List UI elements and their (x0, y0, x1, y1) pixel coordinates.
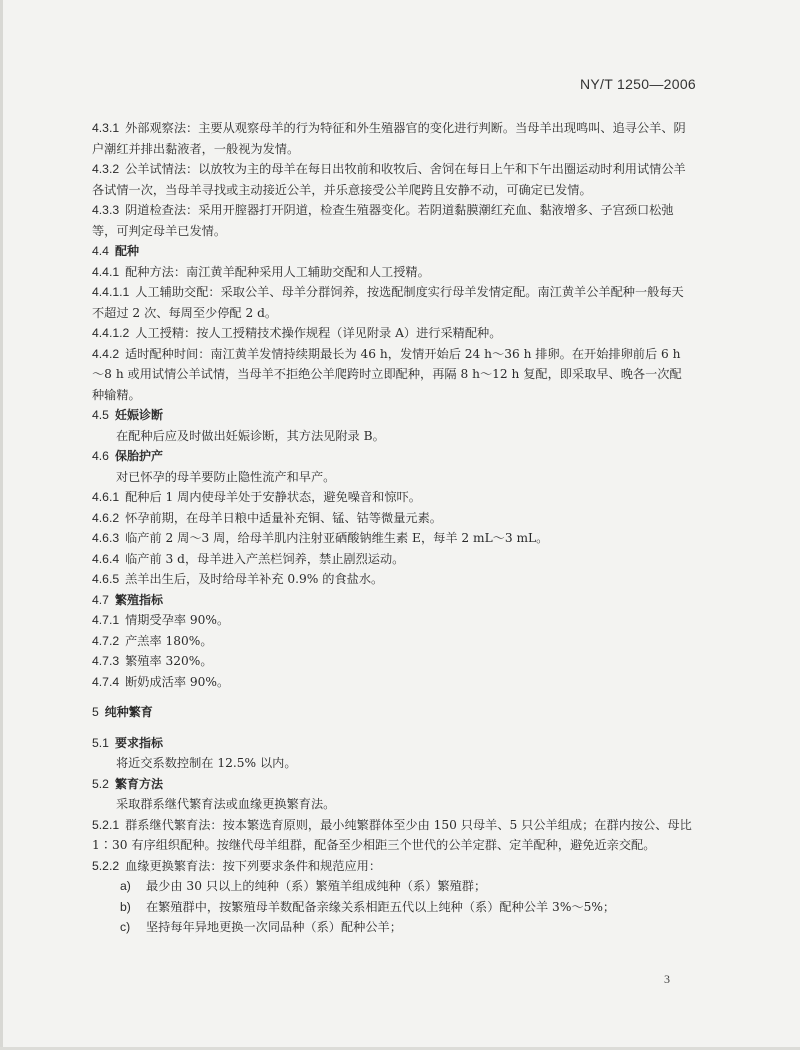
section-number: 5 (92, 705, 99, 719)
clause-text: 公羊试情法：以放牧为主的母羊在每日出牧前和收牧后、舍饲在每日上午和下午出圈运动时利用试情公羊各试情一次，当母羊寻找或主动接近公羊，并乐意接受公羊爬跨且安静不动，可确定已发情。 (92, 162, 686, 197)
section-heading (92, 241, 692, 262)
section-heading-text: 保胎护产 (114, 449, 163, 463)
clause-text: 人工辅助交配：采取公羊、母羊分群饲养，按选配制度实行母羊发情定配。南江黄羊公羊配种一般每天不超过 2 次、每周至少停配 2 d。 (92, 285, 684, 320)
clause-paragraph (92, 856, 692, 877)
clause-number: 4.3.3 (92, 203, 120, 217)
section-number: 4.5 (92, 408, 109, 422)
section-heading-text: 要求指标 (114, 735, 163, 750)
list-item-text: 在繁殖群中，按繁殖母羊数配备亲缘关系相距五代以上纯种（系）配种公羊 3%～5%； (146, 899, 616, 914)
section-heading (92, 702, 692, 723)
section-number: 4.4 (92, 244, 109, 258)
clause-text: 产羔率 180%。 (125, 633, 213, 648)
section-heading-text: 繁育方法 (114, 776, 163, 791)
clause-number: 4.4.1.2 (92, 326, 130, 340)
section-heading (92, 405, 692, 426)
clause-paragraph (92, 159, 692, 200)
section-number: 4.6 (92, 449, 109, 463)
clause-paragraph (92, 549, 692, 570)
clause-number: 4.7.1 (92, 613, 120, 627)
list-item-label: c) (120, 920, 131, 934)
section-gap (92, 692, 692, 702)
standard-code-header: NY/T 1250—2006 (579, 76, 696, 92)
clause-text: 临产前 3 d，母羊进入产羔栏饲养，禁止剧烈运动。 (125, 551, 405, 566)
clause-text: 断奶成活率 90%。 (125, 674, 230, 689)
list-item-text: 最少由 30 只以上的纯种（系）繁殖羊组成纯种（系）繁殖群； (146, 879, 487, 893)
clause-text: 血缘更换繁育法：按下列要求条件和规范应用： (125, 858, 382, 873)
clause-text: 阴道检查法：采用开膣器打开阴道，检查生殖器变化。若阴道黏膜潮红充血、黏液增多、子宫颈口松弛等，可判定母羊已发情。 (92, 203, 674, 238)
clause-paragraph (92, 631, 692, 652)
clause-number: 4.3.1 (92, 121, 120, 135)
clause-text: 配种后 1 周内使母羊处于安静状态，避免噪音和惊吓。 (125, 490, 421, 504)
clause-paragraph (92, 569, 692, 590)
clause-text: 临产前 2 周～3 周，给母羊肌内注射亚硒酸钠维生素 E，每羊 2 mL～3 mL。 (125, 531, 549, 545)
clause-paragraph (92, 815, 692, 856)
list-item-label: b) (120, 899, 131, 914)
clause-paragraph (92, 508, 692, 529)
body-paragraph: 对已怀孕的母羊要防止隐性流产和早产。 (116, 469, 336, 484)
clause-number: 4.3.2 (92, 162, 120, 176)
document-body (92, 118, 692, 938)
clause-number: 4.7.2 (92, 633, 120, 648)
section-heading-text: 妊娠诊断 (114, 408, 163, 422)
list-item (92, 897, 692, 918)
section-heading (92, 774, 692, 795)
clause-text: 怀孕前期，在母羊日粮中适量补充铜、锰、钴等微量元素。 (125, 510, 442, 525)
body-paragraph: 在配种后应及时做出妊娠诊断，其方法见附录 B。 (116, 428, 385, 443)
section-number: 4.7 (92, 592, 109, 607)
clause-number: 4.7.4 (92, 674, 120, 689)
clause-paragraph (92, 282, 692, 323)
clause-paragraph (92, 118, 692, 159)
clause-text: 繁殖率 320%。 (125, 654, 213, 668)
list-item-label: a) (120, 879, 131, 893)
list-item (92, 917, 692, 938)
clause-number: 4.7.3 (92, 654, 120, 668)
clause-text: 羔羊出生后，及时给母羊补充 0.9% 的食盐水。 (125, 572, 384, 586)
clause-number: 4.6.4 (92, 551, 120, 566)
clause-text: 人工授精：按人工授精技术操作规程（详见附录 A）进行采精配种。 (135, 326, 502, 340)
clause-number: 5.2.2 (92, 858, 120, 873)
section-heading (92, 590, 692, 611)
clause-text: 适时配种时间：南江黄羊发情持续期最长为 46 h，发情开始后 24 h～36 h 排卵。在开始排卵前后 6 h～8 h 或用试情公羊试情，当母羊不拒绝公羊爬跨时立即配种，再隔 8 h～12 h 复配，即采取早、晚各一次配种输精。 (92, 346, 682, 402)
clause-paragraph (92, 344, 692, 406)
section-heading-text: 纯种繁育 (104, 705, 153, 719)
clause-number: 4.4.1 (92, 264, 120, 279)
clause-number: 4.4.1.1 (92, 285, 130, 299)
list-item (92, 876, 692, 897)
clause-number: 4.6.5 (92, 572, 120, 586)
clause-number: 4.6.3 (92, 531, 120, 545)
section-number: 5.2 (92, 776, 109, 791)
list-item-text: 坚持每年异地更换一次同品种（系）配种公羊； (146, 920, 402, 934)
section-heading-text: 配种 (114, 244, 139, 258)
clause-paragraph (92, 200, 692, 241)
clause-paragraph (92, 528, 692, 549)
clause-number: 4.6.1 (92, 490, 120, 504)
clause-paragraph (92, 262, 692, 283)
body-paragraph: 采取群系继代繁育法或血缘更换繁育法。 (116, 797, 336, 811)
scan-edge-left (0, 0, 3, 1050)
clause-number: 4.4.2 (92, 346, 120, 361)
clause-paragraph (92, 672, 692, 693)
clause-text: 配种方法：南江黄羊配种采用人工辅助交配和人工授精。 (125, 264, 430, 279)
section-number: 5.1 (92, 735, 109, 750)
clause-paragraph (92, 651, 692, 672)
clause-text: 外部观察法：主要从观察母羊的行为特征和外生殖器官的变化进行判断。当母羊出现鸣叫、追寻公羊、阴户潮红并排出黏液者，一般视为发情。 (92, 121, 686, 156)
clause-paragraph (92, 487, 692, 508)
section-heading (92, 446, 692, 467)
clause-text: 群系继代繁育法：按本繁选育原则，最小纯繁群体至少由 150 只母羊、5 只公羊组成；在群内按公、母比 1∶30 有序组织配种。按继代母羊组群，配备至少相距三个世代的公羊定群、定羊配种，避免近亲交配。 (92, 817, 692, 852)
page-number: 3 (664, 972, 670, 986)
clause-number: 5.2.1 (92, 817, 120, 832)
clause-text: 情期受孕率 90%。 (125, 613, 230, 627)
clause-number: 4.6.2 (92, 510, 120, 525)
clause-paragraph (92, 323, 692, 344)
clause-paragraph (92, 610, 692, 631)
section-gap (92, 723, 692, 733)
body-paragraph: 将近交系数控制在 12.5% 以内。 (116, 756, 297, 770)
section-heading (92, 733, 692, 754)
section-heading-text: 繁殖指标 (114, 592, 163, 607)
